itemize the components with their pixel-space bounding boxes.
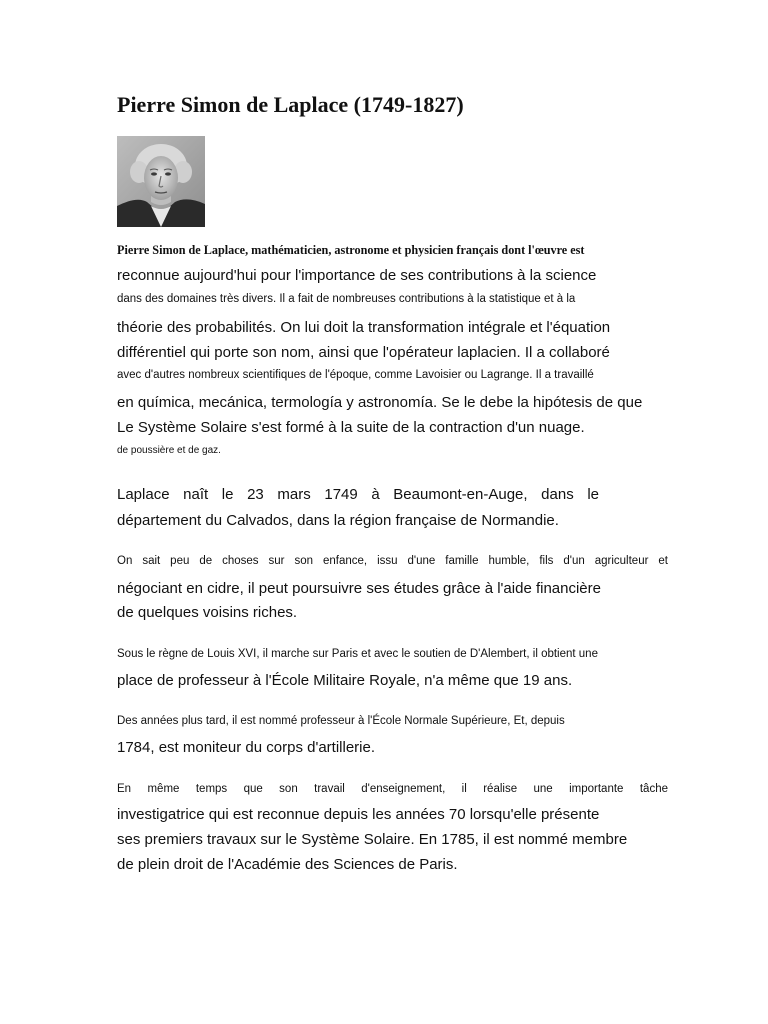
- louis-line-2: place de professeur à l'École Militaire Royale, n'a même que 19 ans.: [117, 672, 573, 689]
- research-line-4: de plein droit de l'Académie des Sciences de Paris.: [117, 856, 458, 873]
- intro-line-8: Le Système Solaire s'est formé à la suite de la contraction d'un nuage.: [117, 419, 585, 436]
- page-title: Pierre Simon de Laplace (1749-1827): [117, 92, 464, 117]
- intro-line-5: différentiel qui porte son nom, ainsi que l'opérateur laplacien. Il a collaboré: [117, 344, 610, 361]
- intro-line-6: avec d'autres nombreux scientifiques de l'époque, comme Lavoisier ou Lagrange. Il a travaillé: [117, 369, 594, 381]
- laplace-portrait: [117, 136, 205, 227]
- research-line-2: investigatrice qui est reconnue depuis les années 70 lorsqu'elle présente: [117, 806, 600, 823]
- research-line-3: ses premiers travaux sur le Système Solaire. En 1785, il est nommé membre: [117, 831, 628, 848]
- childhood-line-3: de quelques voisins riches.: [117, 604, 298, 621]
- intro-line-4: théorie des probabilités. On lui doit la transformation intégrale et l'équation: [117, 319, 611, 336]
- childhood-line-2: négociant en cidre, il peut poursuivre ses études grâce à l'aide financière: [117, 580, 601, 597]
- birth-line-1: Laplace naît le 23 mars 1749 à Beaumont-en-Auge, dans le: [117, 486, 599, 503]
- later-line-1: Des années plus tard, il est nommé professeur à l'École Normale Supérieure, Et, depuis: [117, 715, 565, 727]
- intro-line-3: dans des domaines très divers. Il a fait de nombreuses contributions à la statistique et à la: [117, 293, 576, 305]
- intro-line-9: de poussière et de gaz.: [117, 445, 221, 456]
- intro-line-1: Pierre Simon de Laplace, mathématicien, astronome et physicien français dont l'œuvre est: [117, 243, 585, 257]
- intro-line-2: reconnue aujourd'hui pour l'importance de ses contributions à la science: [117, 267, 597, 284]
- later-line-2: 1784, est moniteur du corps d'artillerie.: [117, 739, 375, 756]
- research-line-1: En même temps que son travail d'enseignement, il réalise une importante tâche: [117, 783, 668, 795]
- intro-line-7: en química, mecánica, termología y astronomía. Se le debe la hipótesis de que: [117, 394, 643, 411]
- childhood-line-1: On sait peu de choses sur son enfance, issu d'une famille humble, fils d'un agriculteur et: [117, 555, 668, 567]
- birth-line-2: département du Calvados, dans la région française de Normandie.: [117, 512, 559, 529]
- louis-line-1: Sous le règne de Louis XVI, il marche sur Paris et avec le soutien de D'Alembert, il obtient une: [117, 648, 598, 660]
